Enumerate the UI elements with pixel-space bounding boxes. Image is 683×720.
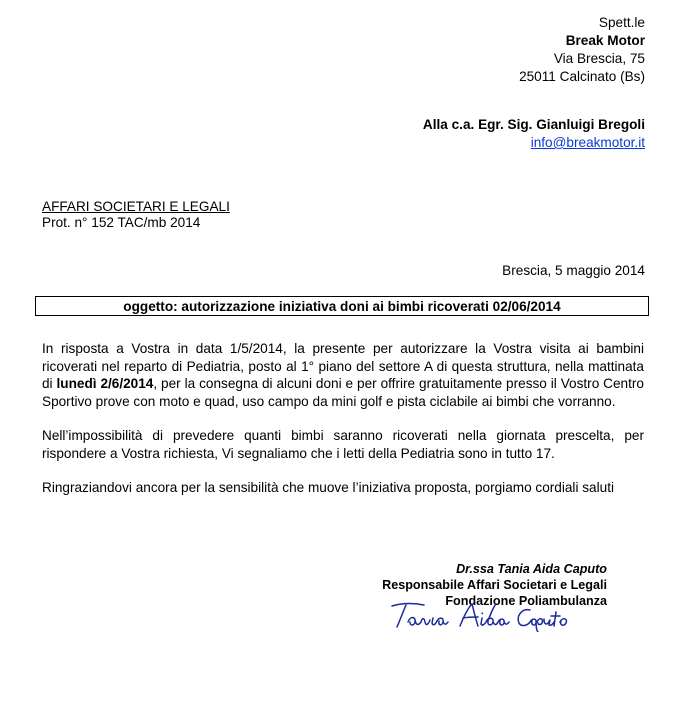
sender-department: AFFARI SOCIETARI E LEGALI <box>42 199 230 214</box>
body-paragraph-1-end: , per la consegna di alcuni doni e per offrire gratuitamente presso il Vostro Centro Sportivo prove con moto e quad, uso campo da mini golf e pista ciclabile ai bimbi che vorranno. <box>42 376 644 409</box>
letter-date: Brescia, 5 maggio 2014 <box>502 263 645 278</box>
email-link[interactable]: info@breakmotor.it <box>530 135 645 150</box>
handwritten-signature <box>388 598 583 632</box>
body-paragraph-1-start: In risposta a Vostra in data 1/5/2014, la presente per autorizzare la Vostra visita ai bambini ricoverati nel reparto di Pediatria, posto al 1° piano del settore A di questa struttura, nella mattinata di <box>42 341 644 391</box>
subject-box: oggetto: autorizzazione iniziativa doni ai bimbi ricoverati 02/06/2014 <box>35 296 649 316</box>
recipient-address <box>519 14 645 86</box>
recipient-company: Break Motor <box>565 33 645 48</box>
signatory-title: Responsabile Affari Societari e Legali <box>382 578 607 592</box>
body-paragraph-1 <box>42 340 644 410</box>
protocol-number: Prot. n° 152 TAC/mb 2014 <box>42 215 201 230</box>
recipient-salutation: Spett.le <box>598 15 645 30</box>
visit-date-emphasis: lunedì 2/6/2014 <box>56 376 154 391</box>
attention-line: Alla c.a. Egr. Sig. Gianluigi Bregoli <box>422 117 645 132</box>
attention-block <box>423 116 645 152</box>
signatory-name: Dr.ssa Tania Aida Caputo <box>456 562 607 576</box>
body-paragraph-2: Nell’impossibilità di prevedere quanti bimbi saranno ricoverati nella giornata prescelta, per rispondere a Vostra richiesta, Vi segnaliamo che i letti della Pediatria sono in tutto 17. <box>42 428 644 461</box>
recipient-city: 25011 Calcinato (Bs) <box>519 69 645 84</box>
letter-body <box>42 340 644 514</box>
recipient-street: Via Brescia, 75 <box>553 51 645 66</box>
sender-block <box>42 199 230 231</box>
signatory-organization: Fondazione Poliambulanza <box>445 594 607 608</box>
body-paragraph-3: Ringraziandovi ancora per la sensibilità che muove l’iniziativa proposta, porgiamo cordiali saluti <box>42 480 614 495</box>
